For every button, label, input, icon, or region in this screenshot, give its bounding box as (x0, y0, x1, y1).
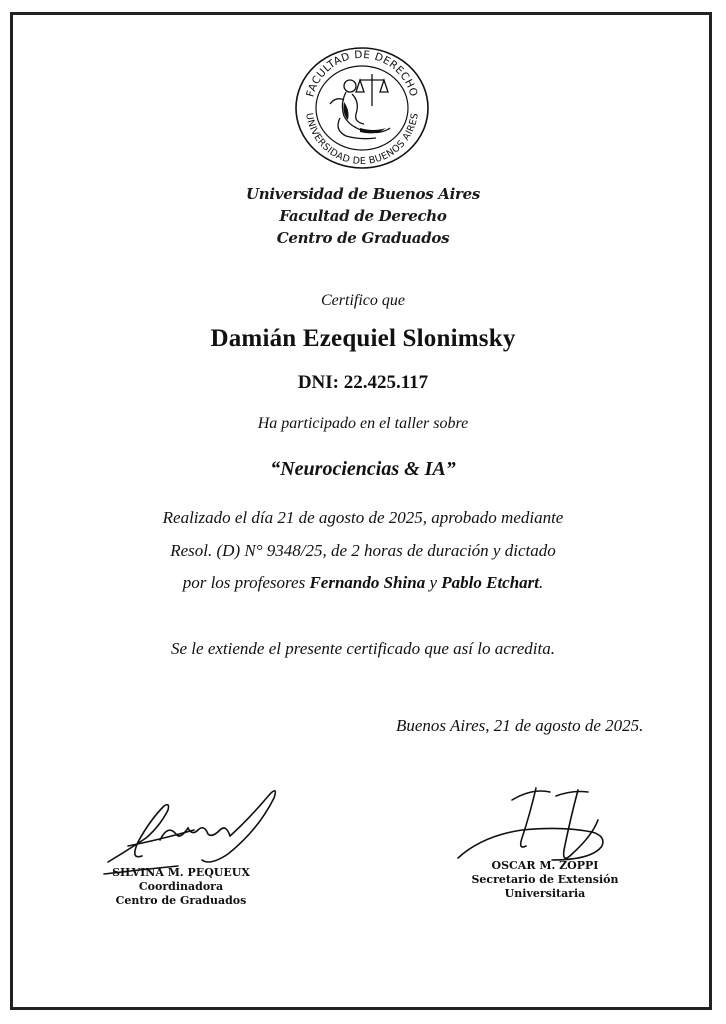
signature-block-left (96, 866, 266, 908)
professor-1: Fernando Shina (309, 573, 426, 592)
signer-right-name: OSCAR M. ZOPPI (491, 859, 599, 872)
professors-prefix: por los profesores (182, 573, 310, 592)
description-line-1: Realizado el día 21 de agosto de 2025, aprobado mediante (162, 508, 564, 527)
certificate-statement: Se le extiende el presente certificado que así lo acredita. (171, 639, 555, 658)
professors-connector: y (425, 573, 442, 592)
signature-left-icon (98, 780, 288, 880)
signature-right-icon (452, 780, 612, 870)
svg-text:UNIVERSIDAD DE BUENOS AIRES: UNIVERSIDAD DE BUENOS AIRES (303, 112, 421, 168)
signer-right-role: Secretario de Extensión (471, 873, 619, 886)
recipient-dni: DNI: 22.425.117 (297, 372, 429, 393)
certify-intro: Certifico que (321, 292, 405, 309)
description-line-3 (0, 573, 726, 593)
course-title: “Neurociencias & IA” (270, 458, 456, 480)
signer-left-role: Coordinadora (138, 880, 224, 893)
signer-left-name: SILVINA M. PEQUEUX (112, 866, 250, 879)
description-line-2: Resol. (D) N° 9348/25, de 2 horas de duración y dictado (170, 541, 556, 560)
professor-2: Pablo Etchart (441, 573, 540, 592)
signer-right-department: Universitaria (504, 887, 586, 900)
faculty-name: Facultad de Derecho (279, 207, 447, 225)
place-and-date: Buenos Aires, 21 de agosto de 2025. (396, 716, 644, 735)
faculty-seal-logo (290, 44, 434, 172)
recipient-name: Damián Ezequiel Slonimsky (210, 325, 516, 352)
signature-block-right (450, 859, 640, 901)
participation-text: Ha participado en el taller sobre (257, 415, 469, 432)
signer-left-department: Centro de Graduados (115, 894, 247, 907)
university-name: Universidad de Buenos Aires (246, 185, 480, 203)
svg-text:FACULTAD DE DERECHO: FACULTAD DE DERECHO (304, 48, 420, 99)
professors-suffix: . (539, 573, 544, 592)
graduates-center-name: Centro de Graduados (276, 229, 450, 247)
